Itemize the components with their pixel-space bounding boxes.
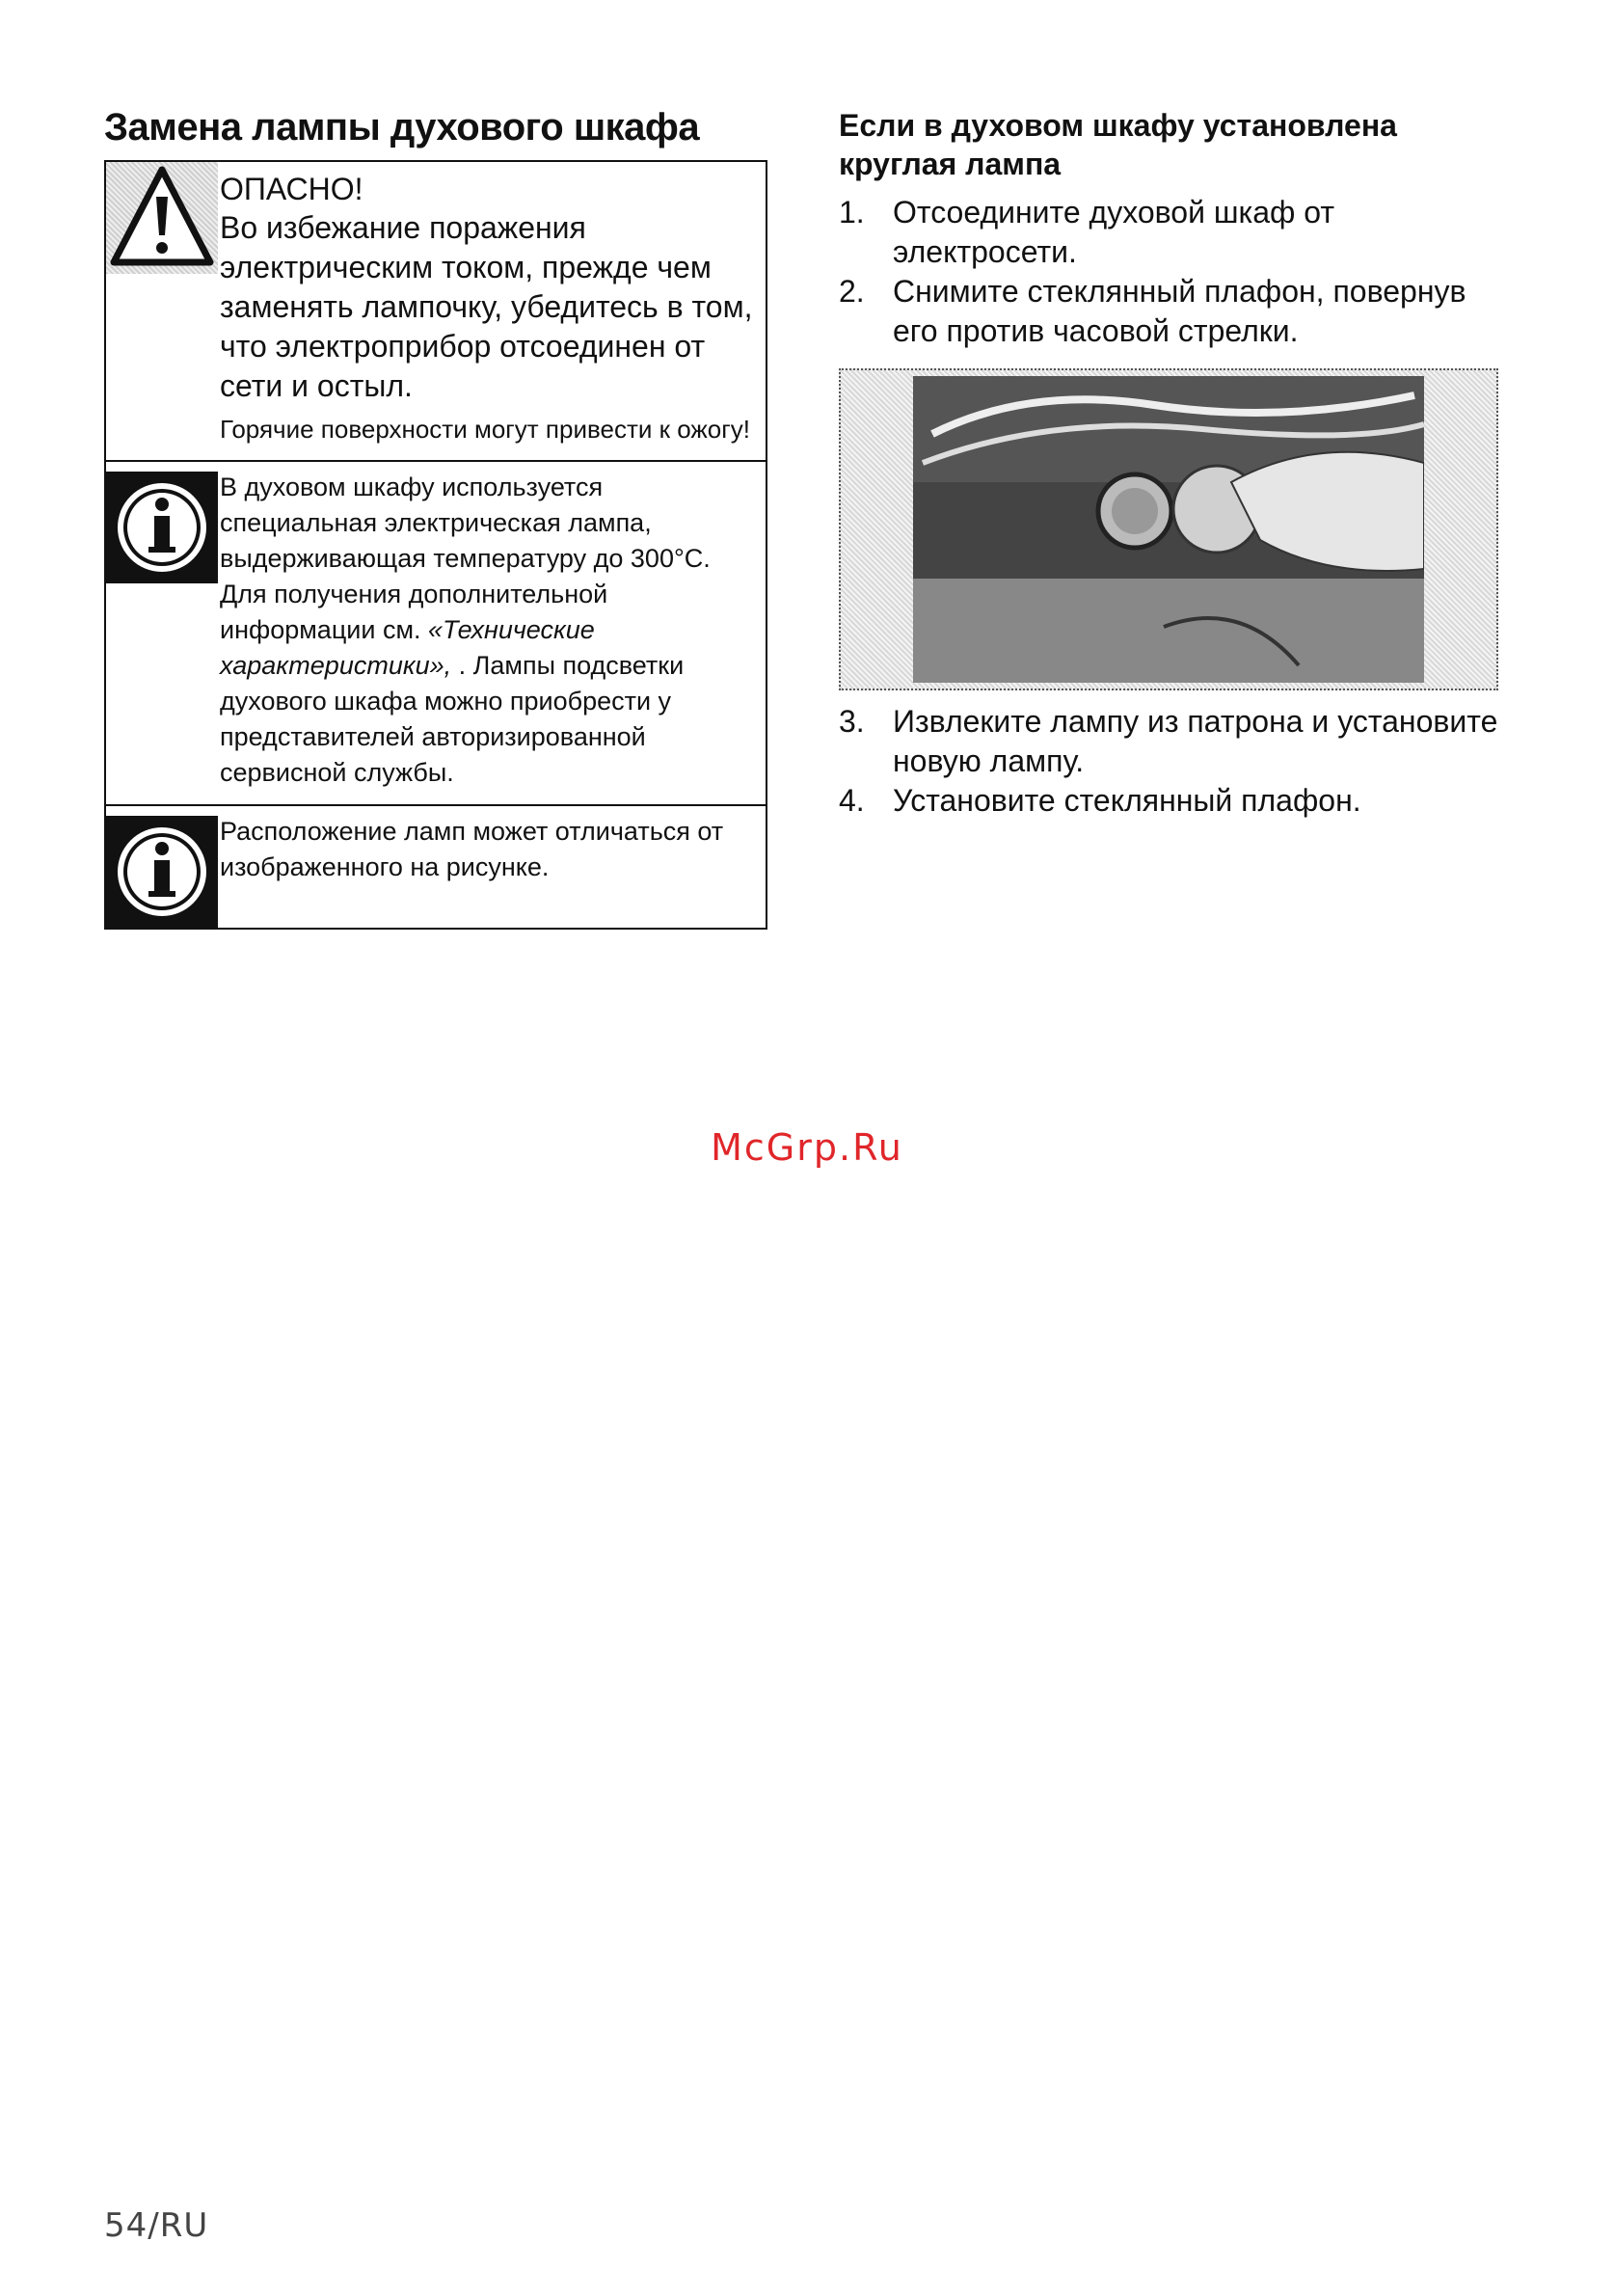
- info-icon: [106, 816, 218, 928]
- info-text-1: В духовом шкафу используется специальная электрическая лампа, выдерживающая температуру до 300°C. Для получения дополнительной информации см. «Технические характеристики», . Лампы подсветки духового шкафа можно приобрести у представителей авторизированной сервисной службы.: [220, 473, 711, 787]
- list-item: 2. Снимите стеклянный плафон, повернув его против часовой стрелки.: [839, 274, 1466, 348]
- tech-spec-reference: «Технические характеристики»,: [220, 615, 595, 680]
- info-row-1: [106, 460, 766, 804]
- danger-body: Во избежание поражения электрическим током, прежде чем заменять лампочку, убедитесь в том, что электроприбор отсоединен от сети и остыл.: [220, 210, 753, 403]
- lamp-replacement-illustration: [839, 368, 1498, 690]
- info-icon: [106, 472, 218, 583]
- right-column: [839, 106, 1514, 821]
- steps-list-bottom: [839, 702, 1514, 821]
- warning-triangle-icon: [106, 162, 218, 274]
- list-item: 3. Извлеките лампу из патрона и установите новую лампу.: [839, 704, 1498, 778]
- left-column: [104, 106, 767, 930]
- section-title: Замена лампы духового шкафа: [104, 106, 700, 149]
- info-text-2: Расположение ламп может отличаться от изображенного на рисунке.: [220, 817, 724, 881]
- danger-heading: ОПАСНО!: [220, 172, 363, 206]
- round-lamp-subtitle: Если в духовом шкафу установлена круглая лампа: [839, 108, 1397, 181]
- steps-list-top: [839, 193, 1514, 351]
- list-item: 4. Установите стеклянный плафон.: [839, 783, 1361, 818]
- oven-lamp-image: [913, 376, 1424, 683]
- page-number: 54/RU: [104, 2206, 209, 2245]
- watermark: McGrp.Ru: [711, 1126, 903, 1169]
- info-row-2: [106, 804, 766, 928]
- danger-row: [106, 162, 766, 460]
- notice-box: [104, 160, 767, 930]
- danger-note: Горячие поверхности могут привести к ожогу!: [220, 415, 750, 444]
- list-item: 1. Отсоедините духовой шкаф от электросети.: [839, 195, 1334, 269]
